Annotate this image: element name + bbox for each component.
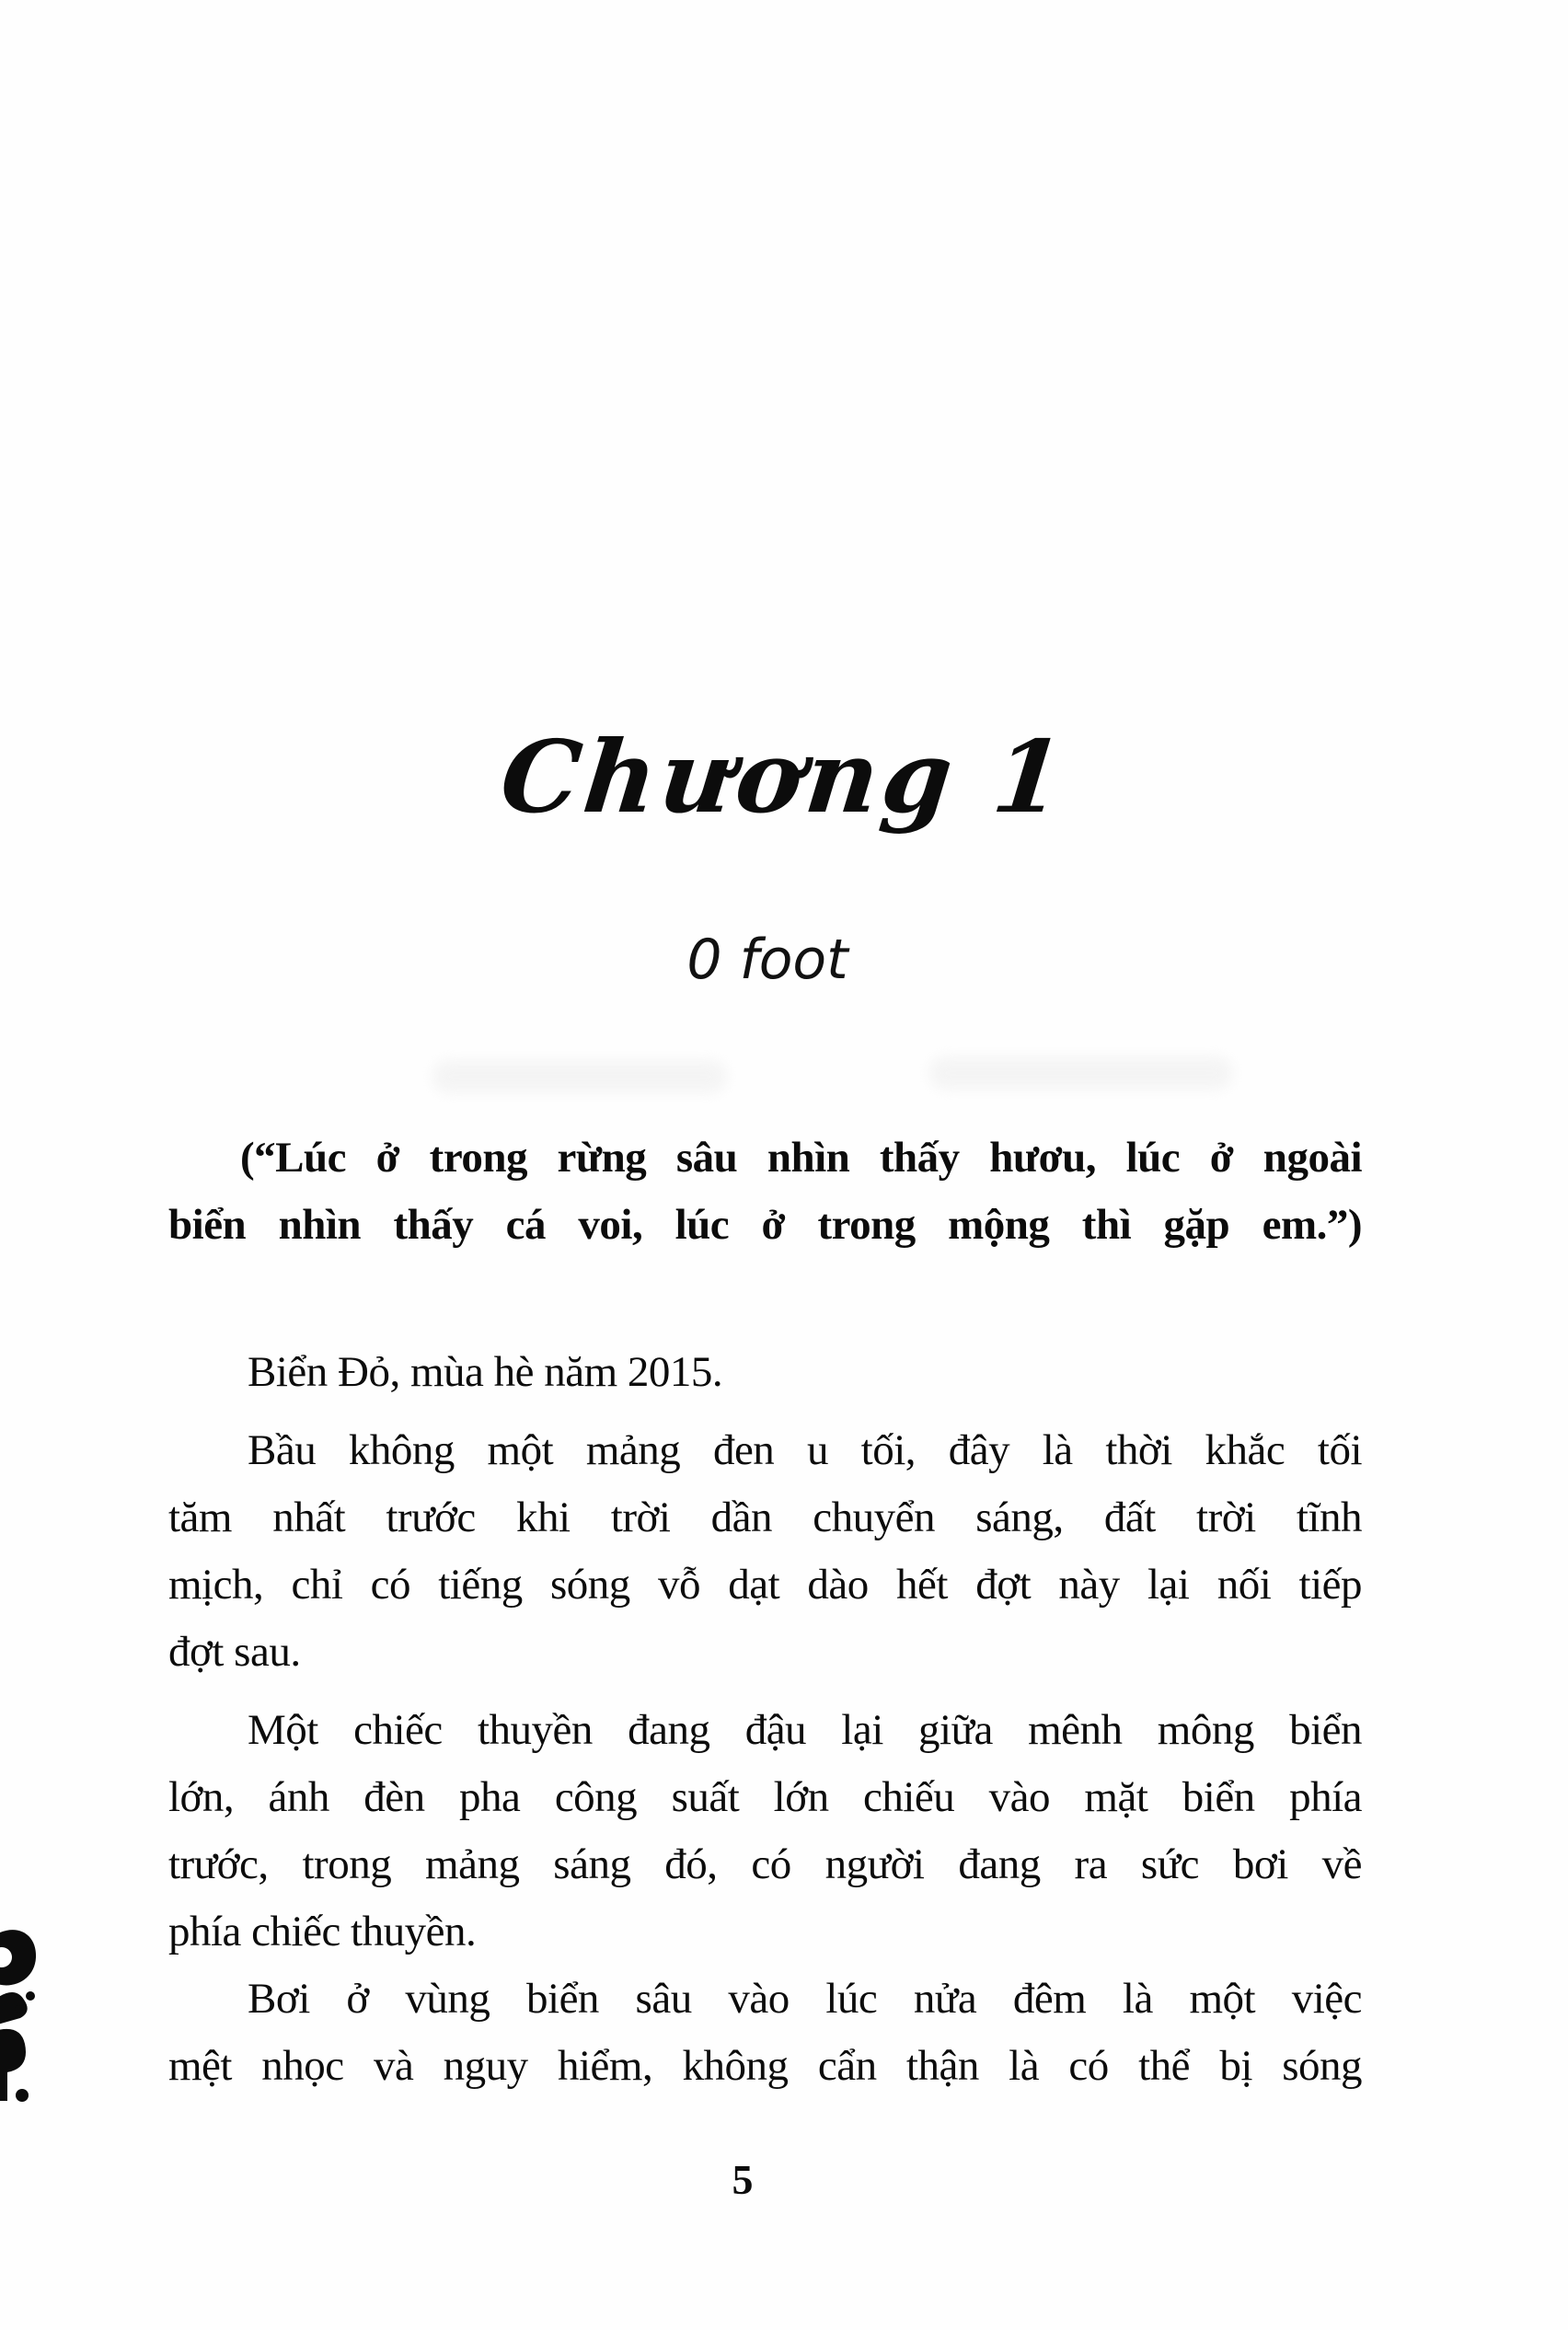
chapter-subtitle: 0 foot — [686, 928, 848, 992]
paragraph-line: mịch, chỉ có tiếng sóng vỗ dạt dào hết đợt này lại nối tiếp — [168, 1561, 1362, 1609]
paragraph-line: Bơi ở vùng biển sâu vào lúc nửa đêm là một việc — [248, 1975, 1362, 2023]
epigraph-line: biển nhìn thấy cá voi, lúc ở trong mộng thì gặp em.”) — [168, 1201, 1362, 1249]
paragraph — [168, 1417, 1362, 1686]
page-bleedthrough-smudge — [929, 1056, 1233, 1090]
paragraph-line: trước, trong mảng sáng đó, có người đang ra sức bơi về — [168, 1840, 1362, 1888]
paragraph-line: mệt nhọc và nguy hiểm, không cẩn thận là có thể bị sóng — [168, 2042, 1362, 2090]
epigraph-line: (“Lúc ở trong rừng sâu nhìn thấy hươu, lúc ở ngoài — [240, 1134, 1362, 1182]
paragraph — [168, 1966, 1362, 2100]
paragraph-line: Một chiếc thuyền đang đậu lại giữa mênh mông biển — [248, 1706, 1362, 1754]
epigraph-quote — [168, 1125, 1362, 1259]
chapter-heading: Chương 1 — [495, 720, 1073, 836]
paragraph — [168, 1339, 1362, 1406]
paragraph-line: Biển Đỏ, mùa hè năm 2015. — [248, 1348, 723, 1396]
paragraph — [168, 1697, 1362, 1966]
paragraph-line: phía chiếc thuyền. — [168, 1908, 477, 1955]
page-number: 5 — [732, 2156, 754, 2203]
paragraph-line: tăm nhất trước khi trời dần chuyển sáng, đất trời tĩnh — [168, 1494, 1362, 1541]
page-bleedthrough-smudge — [432, 1060, 727, 1093]
paragraph-line: lớn, ánh đèn pha công suất lớn chiếu vào mặt biển phía — [168, 1773, 1362, 1821]
body-text-column — [168, 1125, 1362, 2100]
paragraph-line: Bầu không một mảng đen u tối, đây là thời khắc tối — [248, 1426, 1362, 1474]
paragraph-line: đợt sau. — [168, 1628, 301, 1676]
edge-ink-fragment-mark — [0, 1919, 44, 2117]
